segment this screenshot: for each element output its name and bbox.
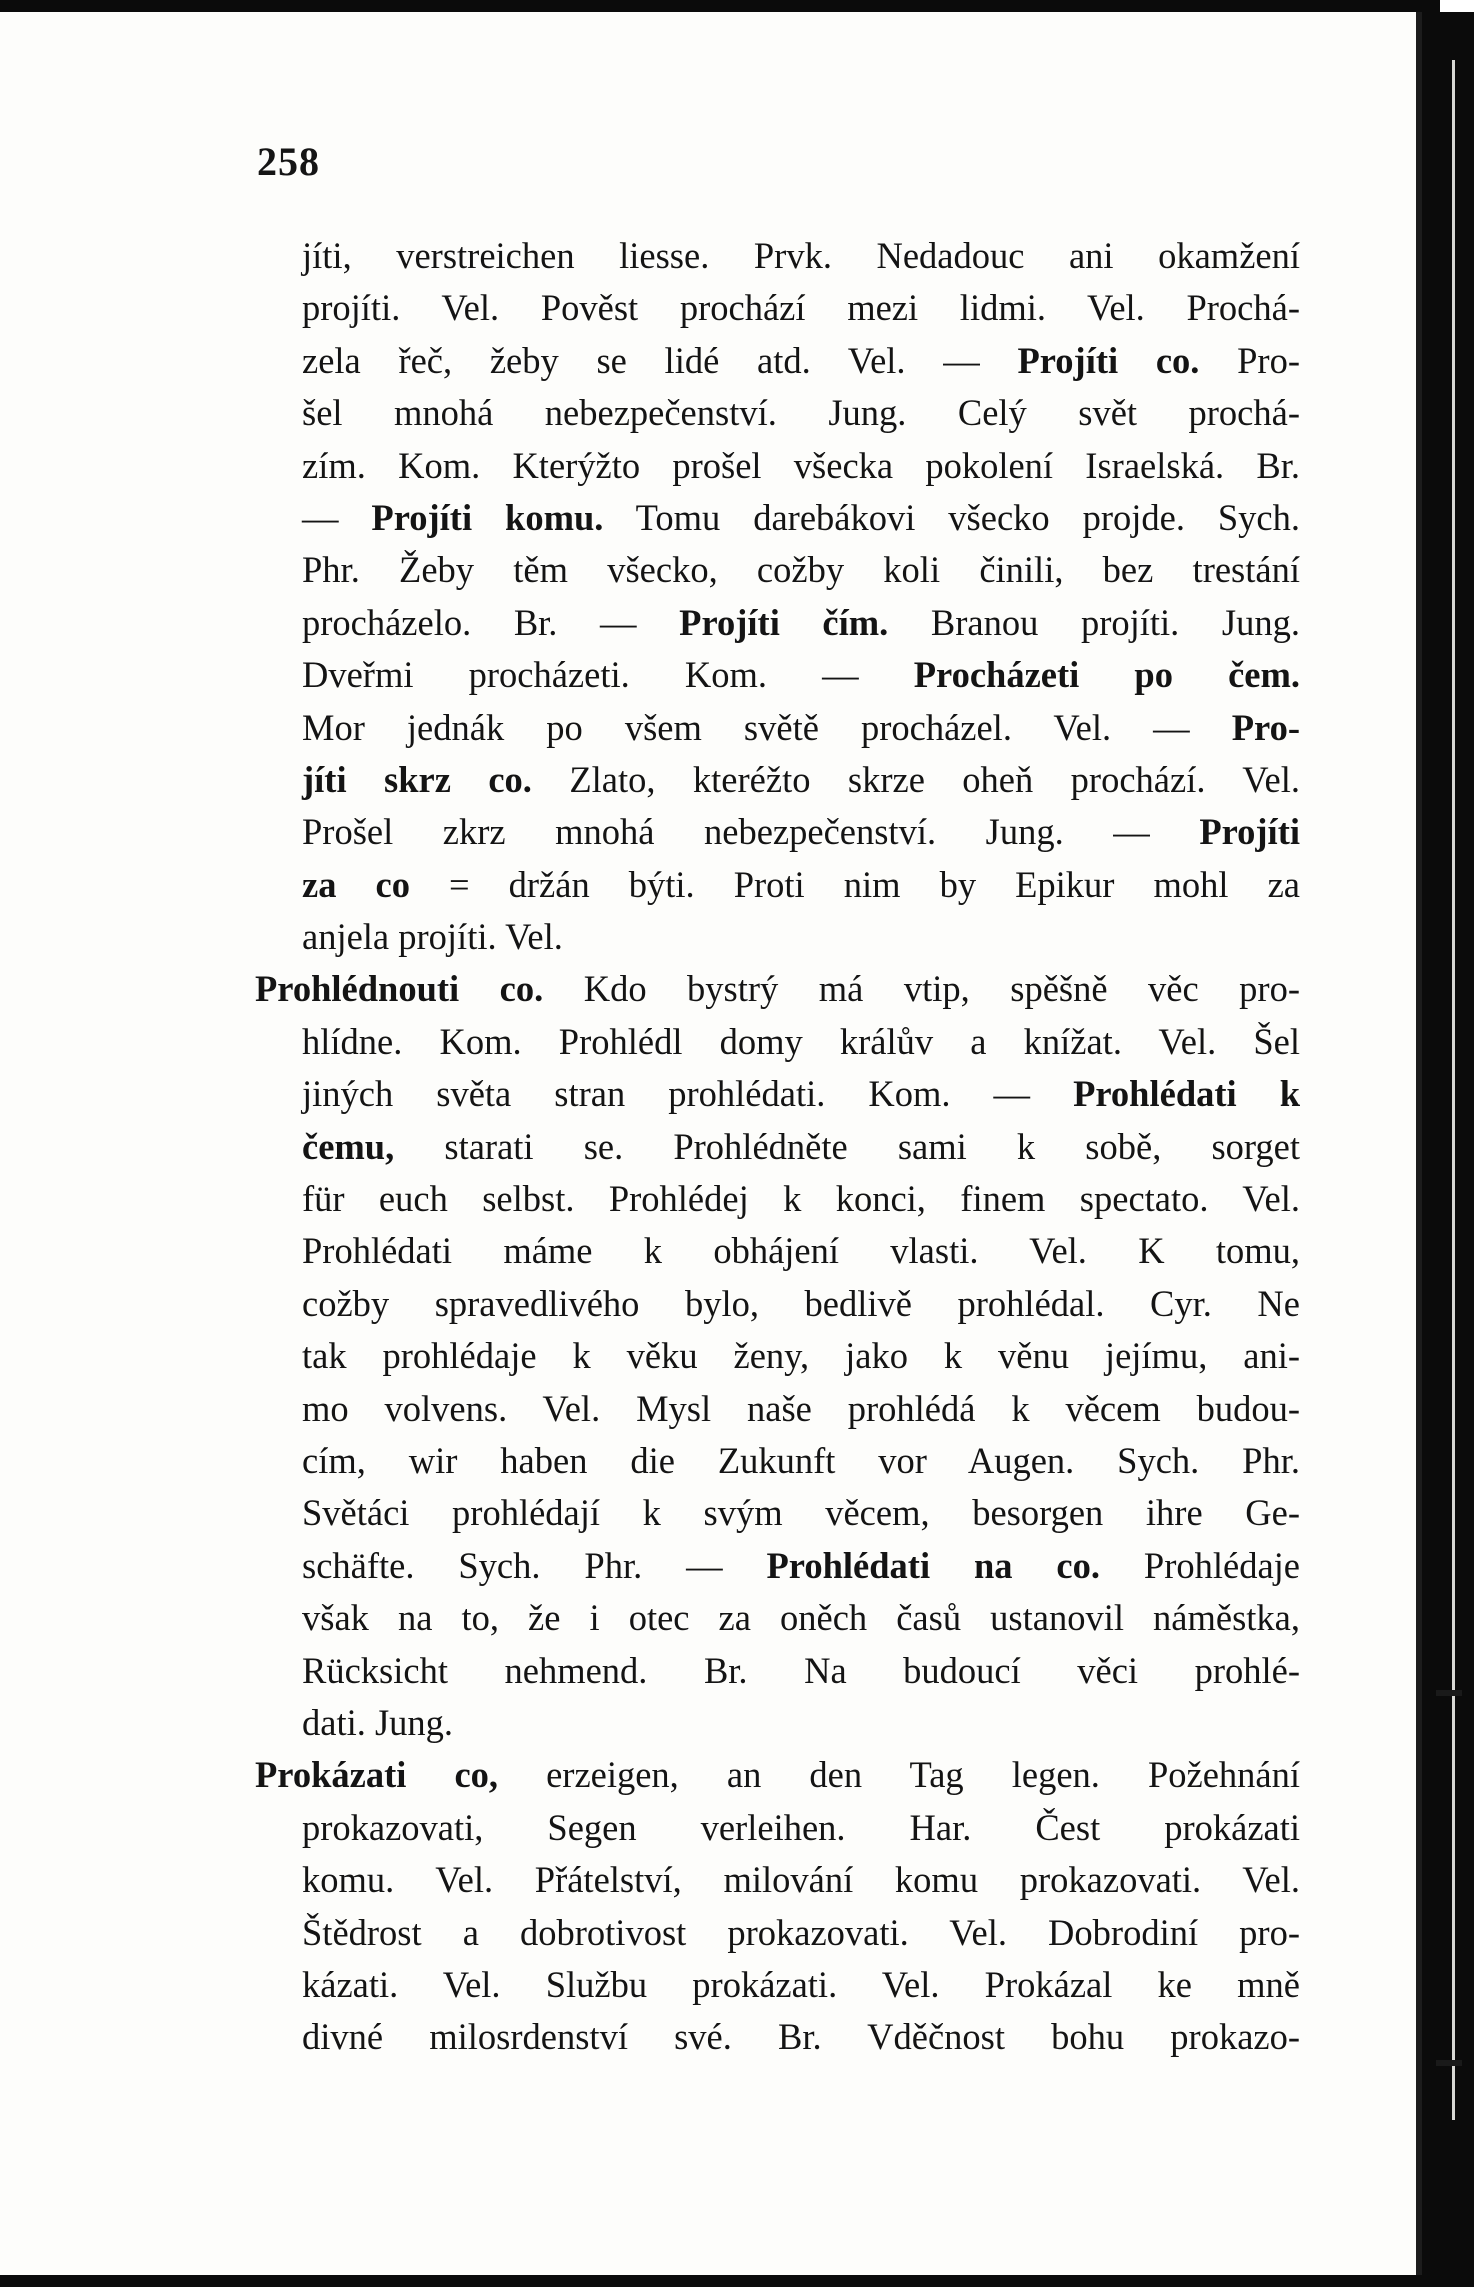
bold-phrase: Procházeti po čem. — [913, 654, 1300, 696]
text-line — [255, 1330, 1300, 1382]
text-line — [255, 544, 1300, 596]
text-segment: procházelo. Br. — — [302, 601, 680, 643]
bold-phrase: Prohlédati k — [1073, 1073, 1300, 1115]
bold-phrase: za co — [302, 863, 410, 905]
text-line — [255, 1068, 1300, 1120]
text-segment: zím. Kom. Kterýžto prošel všecka pokolení Israelská. Br. — [302, 444, 1300, 486]
text-segment: však na to, že i otec za oněch časů ustanovil náměstka, — [302, 1597, 1300, 1639]
text-line — [255, 387, 1300, 439]
scan-corner — [1440, 0, 1474, 12]
bold-phrase: Projíti čím. — [679, 601, 889, 643]
text-segment: Štědrost a dobrotivost prokazovati. Vel. Dobrodiní pro- — [302, 1911, 1300, 1953]
text-line — [255, 1592, 1300, 1644]
text-line — [255, 1540, 1300, 1592]
text-segment: zela řeč, žeby se lidé atd. Vel. — — [302, 339, 1018, 381]
text-line — [255, 1854, 1300, 1906]
text-segment: Branou projíti. Jung. — [888, 601, 1300, 643]
text-segment: Zlato, kteréžto skrze oheň prochází. Vel. — [531, 758, 1300, 800]
text-line — [255, 1802, 1300, 1854]
text-segment: anjela projíti. Vel. — [302, 916, 563, 958]
text-line — [255, 1959, 1300, 2011]
text-line — [255, 1121, 1300, 1173]
text-line — [255, 911, 1300, 963]
text-segment: schäfte. Sych. Phr. — — [302, 1544, 767, 1586]
bold-phrase: Prokázati co, — [255, 1754, 499, 1796]
text-segment: dati. Jung. — [302, 1701, 454, 1743]
text-line — [255, 1278, 1300, 1330]
text-segment: cožby spravedlivého bylo, bedlivě prohlédal. Cyr. Ne — [302, 1282, 1300, 1324]
text-segment: divné milosrdenství své. Br. Vděčnost bohu prokazo- — [302, 2016, 1300, 2058]
text-line — [255, 2011, 1300, 2063]
text-line — [255, 440, 1300, 492]
text-line — [255, 754, 1300, 806]
text-segment: cím, wir haben die Zukunft vor Augen. Sych. Phr. — [302, 1439, 1300, 1481]
text-segment: Rücksicht nehmend. Br. Na budoucí věci prohlé- — [302, 1649, 1300, 1691]
text-segment: tak prohlédaje k věku ženy, jako k věnu jejímu, ani- — [302, 1335, 1300, 1377]
bold-phrase: Projíti komu. — [371, 496, 604, 538]
text-segment: kázati. Vel. Službu prokázati. Vel. Prokázal ke mně — [302, 1963, 1300, 2005]
bold-phrase: Prohlédati na co. — [766, 1544, 1101, 1586]
bold-phrase: Pro- — [1231, 706, 1300, 748]
text-segment: Dveřmi procházeti. Kom. — — [302, 654, 914, 696]
text-segment: — — [302, 496, 372, 538]
text-line — [255, 1487, 1300, 1539]
text-line — [255, 1225, 1300, 1277]
page-gutter-line — [1452, 60, 1455, 2120]
text-segment: starati se. Prohlédněte sami k sobě, sorget — [394, 1125, 1300, 1167]
text-segment: Phr. Žeby těm všecko, cožby koli činili, bez trestání — [302, 549, 1300, 591]
entry-headword-line — [255, 963, 1300, 1015]
text-line — [255, 859, 1300, 911]
text-segment: Tomu darebákovi všecko projde. Sych. — [603, 496, 1300, 538]
text-segment: komu. Vel. Přátelství, milování komu prokazovati. Vel. — [302, 1859, 1300, 1901]
text-line — [255, 649, 1300, 701]
text-line — [255, 597, 1300, 649]
text-line — [255, 1907, 1300, 1959]
bold-phrase: Prohlédnouti co. — [255, 968, 544, 1010]
page-number: 258 — [257, 139, 320, 184]
text-line — [255, 702, 1300, 754]
text-segment: jíti, verstreichen liesse. Prvk. Nedadouc ani okamžení — [302, 235, 1300, 276]
edge-mark-upper — [1436, 1690, 1462, 1696]
text-line — [255, 492, 1300, 544]
text-line — [255, 282, 1300, 334]
entry-headword-line — [255, 1749, 1300, 1801]
edge-mark-lower — [1436, 2060, 1462, 2066]
text-segment: erzeigen, an den Tag legen. Požehnání — [498, 1754, 1300, 1796]
text-segment: projíti. Vel. Pověst prochází mezi lidmi. Vel. Prochá- — [302, 287, 1300, 329]
text-line — [255, 1645, 1300, 1697]
text-line — [255, 335, 1300, 387]
dictionary-text — [255, 230, 1300, 2064]
text-line — [255, 806, 1300, 858]
bold-phrase: Projíti co. — [1017, 339, 1200, 381]
bold-phrase: Projíti — [1199, 811, 1300, 853]
text-segment: Prohlédaje — [1100, 1544, 1300, 1586]
text-segment: Prohlédati máme k obhájení vlasti. Vel. K tomu, — [302, 1230, 1300, 1272]
text-segment: mo volvens. Vel. Mysl naše prohlédá k věcem budou- — [302, 1387, 1300, 1429]
bold-phrase: čemu, — [302, 1125, 395, 1167]
text-line — [255, 1435, 1300, 1487]
text-segment: hlídne. Kom. Prohlédl domy králův a knížat. Vel. Šel — [302, 1020, 1300, 1062]
text-segment: = držán býti. Proti nim by Epikur mohl za — [409, 863, 1300, 905]
text-segment: Mor jednák po všem světě procházel. Vel. — — [302, 706, 1232, 748]
text-line — [255, 1383, 1300, 1435]
text-segment: Světáci prohlédají k svým věcem, besorgen ihre Ge- — [302, 1492, 1300, 1534]
text-segment: jiných světa stran prohlédati. Kom. — — [302, 1073, 1074, 1115]
text-segment: Pro- — [1199, 339, 1300, 381]
text-line — [255, 1173, 1300, 1225]
text-segment: Prošel zkrz mnohá nebezpečenství. Jung. — — [302, 811, 1200, 853]
text-line — [255, 230, 1300, 282]
text-line — [255, 1016, 1300, 1068]
bold-phrase: jíti skrz co. — [302, 758, 532, 800]
text-line — [255, 1697, 1300, 1749]
text-segment: šel mnohá nebezpečenství. Jung. Celý svět prochá- — [302, 392, 1300, 434]
text-segment: für euch selbst. Prohlédej k konci, finem spectato. Vel. — [302, 1178, 1300, 1220]
text-segment: prokazovati, Segen verleihen. Har. Čest prokázati — [302, 1806, 1300, 1848]
text-segment: Kdo bystrý má vtip, spěšně věc pro- — [543, 968, 1300, 1010]
